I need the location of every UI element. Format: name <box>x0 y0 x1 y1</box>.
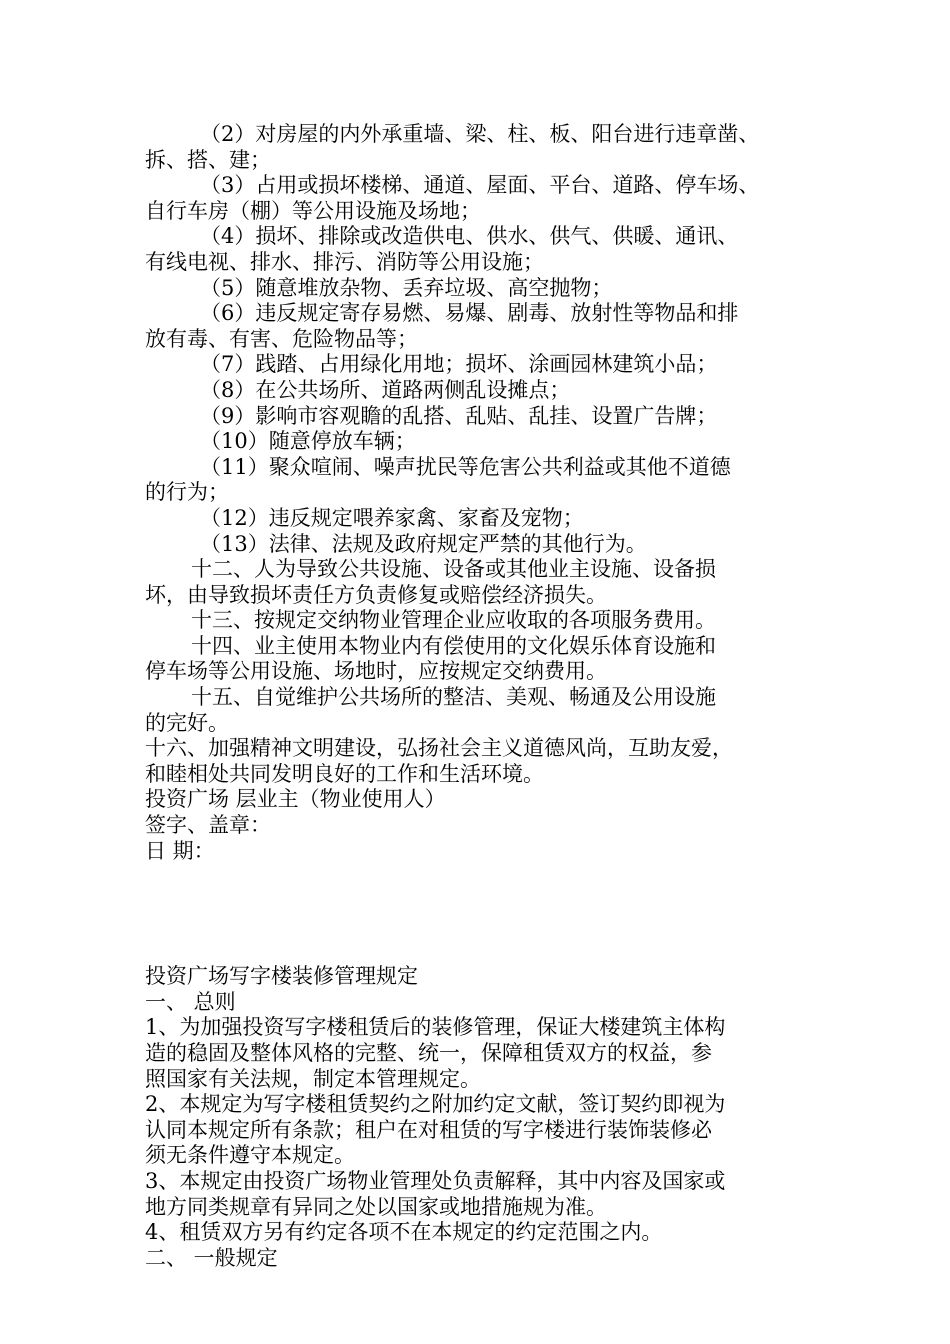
text-line: 十三、按规定交纳物业管理企业应收取的各项服务费用。 <box>191 608 716 633</box>
text-line: 十二、人为导致公共设施、设备或其他业主设施、设备损 <box>191 557 716 582</box>
signature-seal-label: 签字、盖章： <box>145 813 271 838</box>
document-title: 投资广场写字楼装修管理规定 <box>145 964 418 989</box>
section-heading: 二、 一般规定 <box>145 1245 278 1270</box>
text-line: 十五、自觉维护公共场所的整洁、美观、畅通及公用设施 <box>191 685 716 710</box>
text-line: 3、本规定由投资广场物业管理处负责解释，其中内容及国家或 <box>145 1168 726 1193</box>
text-line: （5）随意堆放杂物、丢弃垃圾、高空抛物； <box>200 275 613 300</box>
section-renovation-rules <box>145 964 835 1271</box>
text-line: 的行为； <box>145 480 229 505</box>
text-line: 放有毒、有害、危险物品等； <box>145 326 418 351</box>
section-heading: 一、 总则 <box>145 989 236 1014</box>
text-line: （9）影响市容观瞻的乱搭、乱贴、乱挂、设置广告牌； <box>200 403 718 428</box>
text-line: （11）聚众喧闹、噪声扰民等危害公共利益或其他不道德 <box>200 454 731 479</box>
text-line: 十六、加强精神文明建设，弘扬社会主义道德风尚，互助友爱， <box>145 736 733 761</box>
text-line: 和睦相处共同发明良好的工作和生活环境。 <box>145 761 544 786</box>
text-line: （3）占用或损坏楼梯、通道、屋面、平台、道路、停车场、 <box>200 173 760 198</box>
text-line: （8）在公共场所、道路两侧乱设摊点； <box>200 377 571 402</box>
text-line: 有线电视、排水、排污、消防等公用设施； <box>145 249 544 274</box>
text-line: （4）损坏、排除或改造供电、供水、供气、供暖、通讯、 <box>200 224 739 249</box>
text-line: （2）对房屋的内外承重墙、梁、柱、板、阳台进行违章凿、 <box>200 122 760 146</box>
text-line: 地方同类规章有异同之处以国家或地措施规为准。 <box>145 1194 607 1219</box>
text-line: （6）违反规定寄存易燃、易爆、剧毒、放射性等物品和排 <box>200 301 739 326</box>
text-line: 造的稳固及整体风格的完整、统一，保障租赁双方的权益，参 <box>145 1041 712 1065</box>
section-rules <box>145 122 835 864</box>
text-line: （12）违反规定喂养家禽、家畜及宠物； <box>200 505 584 530</box>
text-line: 的完好。 <box>145 710 229 735</box>
text-line: 4、租赁双方另有约定各项不在本规定的约定范围之内。 <box>145 1220 663 1245</box>
text-line: 自行车房（棚）等公用设施及场地； <box>145 198 481 223</box>
text-line: 照国家有关法规，制定本管理规定。 <box>145 1066 481 1091</box>
signature-owner-label: 投资广场 层业主（物业使用人） <box>145 787 446 812</box>
text-line: 2、本规定为写字楼租赁契约之附加约定文献，签订契约即视为 <box>145 1092 726 1117</box>
text-line: 停车场等公用设施、场地时，应按规定交纳费用。 <box>145 659 607 684</box>
text-line: 须无条件遵守本规定。 <box>145 1143 355 1168</box>
text-line: （7）践踏、占用绿化用地；损坏、涂画园林建筑小品； <box>200 352 718 377</box>
text-line: 认同本规定所有条款；租户在对租赁的写字楼进行装饰装修必 <box>145 1117 712 1142</box>
text-line: 十四、业主使用本物业内有偿使用的文化娱乐体育设施和 <box>191 633 716 658</box>
text-line: 坏，由导致损坏责任方负责修复或赔偿经济损失。 <box>145 582 607 607</box>
document-page <box>145 122 835 1271</box>
signature-date-label: 日 期： <box>145 838 215 863</box>
text-line: 1、为加强投资写字楼租赁后的装修管理，保证大楼建筑主体构 <box>145 1015 726 1040</box>
text-line: 拆、搭、建； <box>145 147 271 172</box>
text-line: （13）法律、法规及政府规定严禁的其他行为。 <box>200 531 647 556</box>
text-line: （10）随意停放车辆； <box>200 429 416 454</box>
section-gap <box>145 864 835 964</box>
